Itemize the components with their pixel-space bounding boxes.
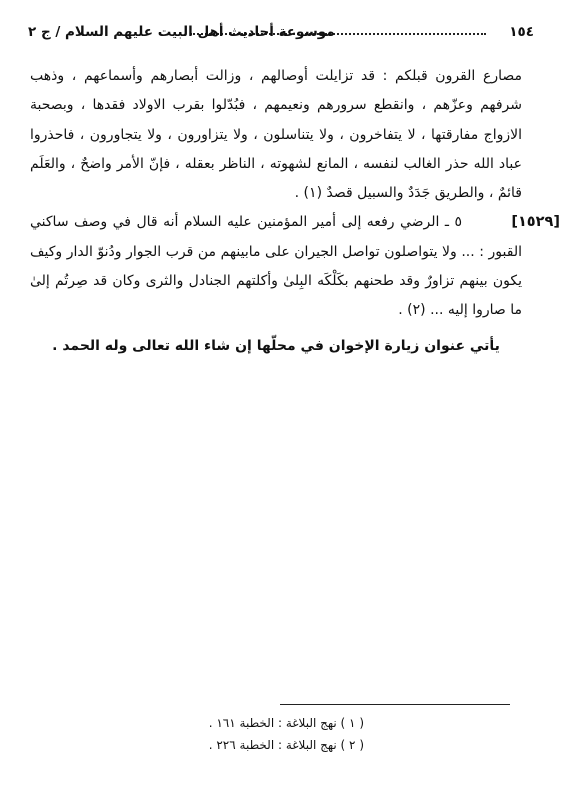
main-text (30, 62, 560, 361)
footnote-divider (280, 704, 510, 705)
footnotes (164, 712, 364, 756)
footnote-1: ( ١ ) نهج البلاغة : الخطبة ١٦١ . (208, 716, 364, 730)
running-header (28, 20, 534, 44)
book-title: موسوعة أحاديث أهل البيت عليهم السلام / ج ٢ (28, 24, 335, 40)
hadith-entry (30, 208, 560, 325)
footnote-2: ( ٢ ) نهج البلاغة : الخطبة ٢٢٦ . (208, 738, 364, 752)
hadith-text: ٥ ـ الرضي رفعه إلى أمير المؤمنين عليه السلام أنه قال في وصف ساكني القبور : ... ولا يتواصلون تواصل الجيران على مابينهم من قرب الجوار ودُنوّ الدار وكيف يكون بينهم تزاورٌ وقد طحنهم بكَلْكَه البِلىٰ وأكلتهم الجنادل والثرى وكان قد صِرتُم إلىٰ ما صاروا إليه ... (٢) . (30, 214, 522, 319)
page-number: ١٥٤ (509, 24, 534, 40)
paragraph-continuation: مصارع القرون قبلكم : قد تزايلت أوصالهم ، وزالت أبصارهم وأسماعهم ، وذهب شرفهم وعزّهم ، وانقطع سرورهم ونعيمهم ، فبُدّلوا بقرب الاولاد فقدها ، وبصحبة الازواج مفارقتها ، لا يتفاخرون ، ولا يتناسلون ، ولا يتزاورون ، ولا يتجاورون ، فاحذروا عباد الله حذر الغالب لنفسه ، المانع لشهوته ، الناظر بعقله ، فإنّ الأمر واضحٌ ، والعَلَم قائمٌ ، والطريق جَدَدٌ والسبيل قصدٌ (١) . (30, 68, 522, 202)
hadith-number: [١٥٢٩] (511, 214, 560, 231)
closing-note: يأتي عنوان زيارة الإخوان في محلّها إن شاء الله تعالى وله الحمد . (52, 337, 500, 354)
